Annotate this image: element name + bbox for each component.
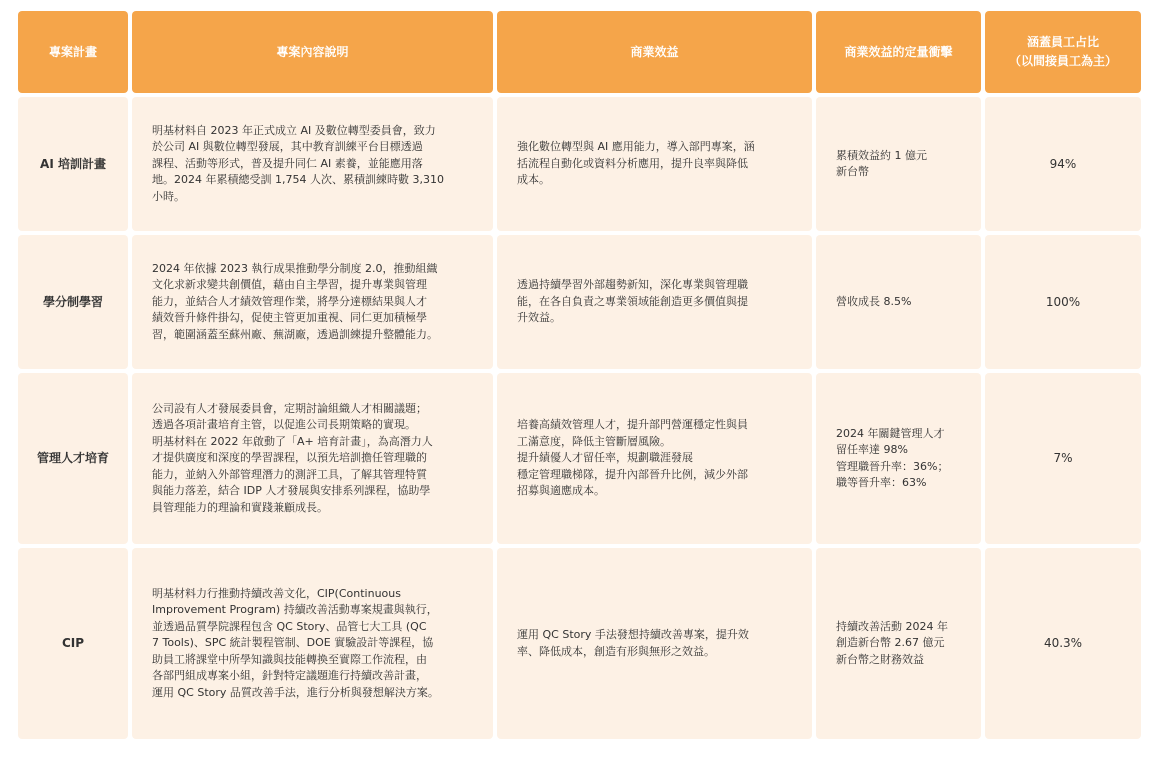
row-management-talent-benefit	[497, 373, 812, 544]
header-impact	[816, 11, 981, 93]
row-ai-training-benefit	[497, 97, 812, 231]
row-cip-impact	[816, 548, 981, 739]
row-cip-ratio	[985, 548, 1141, 739]
business-benefit-text: 透過持續學習外部趨勢新知，深化專業與管理職 能，在各自負責之專業領域能創造更多價值與提 升效益。	[517, 278, 748, 325]
header-ratio	[985, 11, 1141, 93]
header-content-label: 專案內容說明	[276, 44, 349, 59]
row-cip-benefit	[497, 548, 812, 739]
row-management-talent-content	[132, 373, 493, 544]
business-benefit-text: 運用 QC Story 手法發想持續改善專案，提升效 率、降低成本，創造有形與無形之效益。	[517, 628, 749, 658]
row-ai-training-ratio	[985, 97, 1141, 231]
employee-coverage-ratio: 40.3%	[1043, 636, 1083, 651]
row-ai-training-name	[18, 97, 128, 231]
row-credit-learning-content	[132, 235, 493, 369]
header-content	[132, 11, 493, 93]
row-management-talent-ratio	[985, 373, 1141, 544]
business-benefit-text: 培養高績效管理人才，提升部門營運穩定性與員 工滿意度，降低主管斷層風險。 提升績優人才留任率，規劃職涯發展 穩定管理職梯隊，提升內部晉升比例，減少外部 招募與適應成本。	[517, 418, 748, 498]
project-name: AI 培訓計畫	[40, 156, 106, 171]
header-ratio-sublabel: （以間接員工為主）	[1008, 54, 1117, 68]
row-ai-training-content	[132, 97, 493, 231]
project-name: 學分制學習	[42, 294, 103, 309]
header-benefit	[497, 11, 812, 93]
row-cip-name	[18, 548, 128, 739]
project-content-text: 2024 年依據 2023 執行成果推動學分制度 2.0，推動組織 文化求新求變共創價值，藉由自主學習，提升專業與管理 能力，並結合人才績效管理作業，將學分達標結果與人才 績效晉升條件掛勾，促使主管更加重視、同仁更加積極學 習，範圍涵蓋至蘇州廠、蕪湖廠，透過訓練提升整體能力。	[152, 261, 438, 341]
row-cip-content	[132, 548, 493, 739]
header-project-label: 專案計畫	[48, 44, 97, 59]
row-credit-learning-name	[18, 235, 128, 369]
header-benefit-label: 商業效益	[630, 44, 679, 59]
row-credit-learning-ratio	[985, 235, 1141, 369]
employee-coverage-ratio: 100%	[1045, 294, 1081, 309]
row-ai-training-impact	[816, 97, 981, 231]
header-ratio-label: 涵蓋員工占比	[1026, 35, 1099, 49]
project-name: CIP	[61, 636, 85, 651]
quantitative-impact-text: 2024 年關鍵管理人才 留任率達 98% 管理職晉升率：36%； 職等晉升率：63%	[836, 426, 949, 489]
project-content-text: 公司設有人才發展委員會，定期討論組織人才相關議題； 透過各項計畫培育主管，以促進公司長期策略的實現。 明基材料在 2022 年啟動了「A+ 培育計畫」，為高潛力人 才提供廣度和深度的學習課程，以預先培訓擔任管理職的 能力，並納入外部管理潛力的測評工具，了解其管理特質 與能力落差，結合 IDP 人才發展與安排系列課程，協助學 員管理能力的理論和實踐兼顧成長。	[152, 401, 433, 514]
project-name: 管理人才培育	[36, 451, 109, 466]
employee-coverage-ratio: 94%	[1049, 156, 1077, 171]
employee-coverage-ratio: 7%	[1053, 451, 1073, 466]
row-credit-learning-benefit	[497, 235, 812, 369]
project-content-text: 明基材料力行推動持續改善文化，CIP(Continuous Improvement Program) 持續改善活動專案規畫與執行， 並透過品質學院課程包含 QC Story、品管七大工具 (QC 7 Tools)、SPC 統計製程管制、DOE 實驗設計等課程，協 助員工將課堂中所學知識與技能轉換至實際工作流程，由 各部門組成專案小組，針對特定議題進行持續改善計畫， 運用 QC Story 品質改善手法，進行分析與發想解決方案。	[152, 586, 439, 699]
row-management-talent-impact	[816, 373, 981, 544]
row-management-talent-name	[18, 373, 128, 544]
header-project	[18, 11, 128, 93]
talent-development-table	[18, 11, 1141, 739]
project-content-text: 明基材料自 2023 年正式成立 AI 及數位轉型委員會，致力 於公司 AI 與數位轉型發展，其中教育訓練平台目標透過 課程、活動等形式，普及提升同仁 AI 素養，並能應用落 地。2024 年累積總受訓 1,754 人次、累積訓練時數 3,310 小時。	[152, 123, 444, 203]
quantitative-impact-text: 營收成長 8.5%	[836, 294, 912, 308]
business-benefit-text: 強化數位轉型與 AI 應用能力，導入部門專案，涵 括流程自動化或資料分析應用，提升良率與降低 成本。	[517, 140, 755, 187]
row-credit-learning-impact	[816, 235, 981, 369]
quantitative-impact-text: 持續改善活動 2024 年 創造新台幣 2.67 億元 新台幣之財務效益	[836, 619, 948, 666]
header-impact-label: 商業效益的定量衝擊	[844, 44, 953, 59]
quantitative-impact-text: 累積效益約 1 億元 新台幣	[836, 148, 927, 178]
